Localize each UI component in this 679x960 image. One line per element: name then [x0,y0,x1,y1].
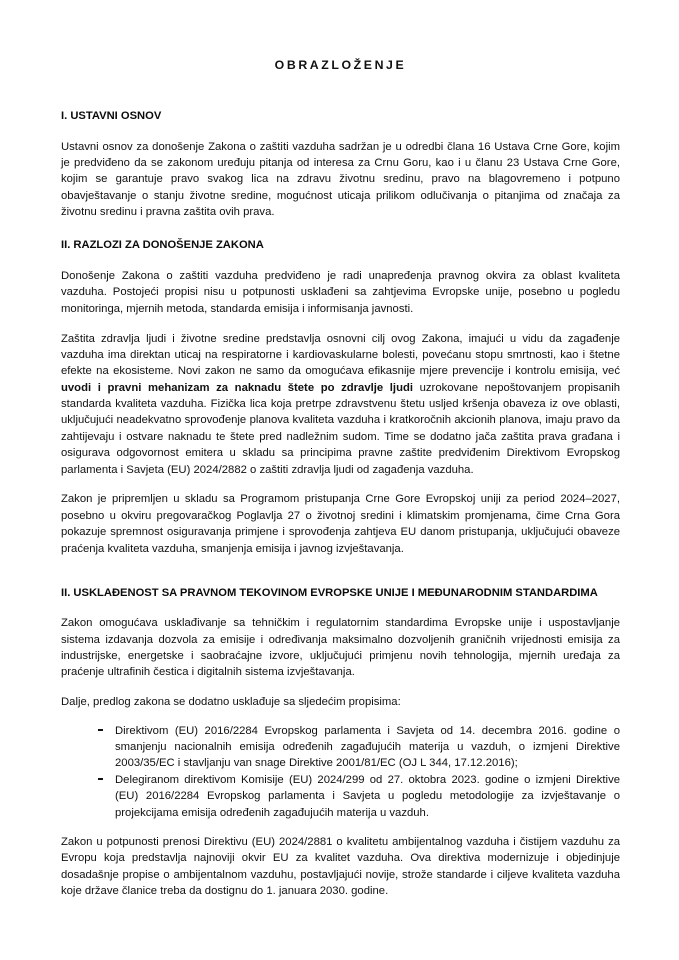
section-heading-ustavni-osnov: I. USTAVNI OSNOV [61,109,162,122]
list-item [98,772,620,821]
dash-bullet-icon [98,729,103,731]
text-run-after-bold: uzrokovane nepoštovanjem propisanih standarda kvaliteta vazduha. Fizička lica koja pretrpe zdravstvenu štetu usljed kršenja obaveza iz ove oblasti, uključujući neadekvatno sprovođenje planova kvaliteta vazduha i kratkoročnih akcionih planova, imaju pravo da zahtijevaju i ostvare naknadu te štete pred nadležnim sudom. Time se dodatno jača zaštita prava građana i osigurava odgovornost emitera u skladu sa principima pravne zaštite predviđenim Direktivom Evropskog parlamenta i Savjeta (EU) 2024/2882 o zaštiti zdravlja ljudi od zagađenja vazduha. [61,381,620,476]
list-item [98,723,620,772]
paragraph-zastita-zdravlja [61,331,620,478]
dash-bullet-icon [98,778,103,780]
text-run-before-bold: Zaštita zdravlja ljudi i životne sredine predstavlja osnovni cilj ovog Zakona, imajući u vidu da zagađenje vazduha ima direktan uticaj na respiratorne i kardiovaskularne bolesti, povećanu stopu smrtnosti, kao i štetne efekte na ekosisteme. Novi zakon ne samo da omogućava efikasnije mjere prevencije i kontrolu emisija, već [61,332,620,378]
list-item-text: Delegiranom direktivom Komisije (EU) 2024/299 od 27. oktobra 2023. godine o izmjeni Direktive (EU) 2016/2284 Evropskog parlamenta i Savjeta u pogledu metodologije za izvještavanje o projekcijama emisija određenih zagađujućih materija u vazduh. [115,773,620,819]
paragraph-uskladjivanje-standardi: Zakon omogućava usklađivanje sa tehničkim i regulatornim standardima Evropske unije i uspostavljanje sistema izdavanja dozvola za emisije i određivanja maksimalno dozvoljenih graničnih vrijednosti emisija za industrijske, energetske i saobraćajne izvore, uključujući primjenu novih tehnologija, mjernih uređaja za praćenje ultrafinih čestica i digitalnih sistema izvještavanja. [61,617,620,679]
paragraph-direktiva-2024-2881: Zakon u potpunosti prenosi Direktivu (EU) 2024/2881 o kvalitetu ambijentalnog vazduha i čistijem vazduhu za Evropu koja predstavlja najnoviji okvir EU za kvalitet vazduha. Ova direktiva modernizuje i objedinjuje dosadašnje propise o ambijentalnom vazduhu, postavljajući novije, strože standarde i ciljeve kvaliteta vazduha koje države članice treba da dostignu do 1. januara 2030. godine. [61,835,620,898]
paragraph-program-pristupanja: Zakon je pripremljen u skladu sa Programom pristupanja Crne Gore Evropskoj uniji za period 2024–2027, posebno u okviru pregovaračkog Poglavlja 27 o životnoj sredini i klimatskim promjenama, čime Crna Gora pokazuje spremnost osiguravanja primjene i sprovođenja zahtjeva EU danom pristupanja, uključujući obaveze praćenja kvaliteta vazduha, smanjenja emisija i javnog izvještavanja. [61,493,620,555]
paragraph-razlozi-intro: Donošenje Zakona o zaštiti vazduha predviđeno je radi unapređenja pravnog okvira za oblast kvaliteta vazduha. Postojeći propisi nisu u potpunosti usklađeni sa zahtjevima Evropske unije, posebno u pogledu monitoringa, mjernih metoda, standarda emisija i informisanja javnosti. [61,269,620,315]
section-spacer [61,570,620,586]
paragraph-list-intro: Dalje, predlog zakona se dodatno usklađuje sa sljedećim propisima: [61,696,401,709]
text-run-bold-emphasis: uvodi i pravni mehanizam za naknadu štete po zdravlje ljudi [61,381,414,394]
paragraph-ustavni-osnov: Ustavni osnov za donošenje Zakona o zaštiti vazduha sadržan je u odredbi člana 16 Ustava Crne Gore, kojim je predviđeno da se zakonom uređuju pitanja od interesa za Crnu Goru, kao i u članu 23 Ustava Crne Gore, kojim se garantuje pravo svakog lica na zdravu životnu sredinu, pravo na blagovremeno i potpuno obavještavanje o stanju životne sredine, mogućnost uticaja prilikom odlučivanja o pitanjima od značaja za životnu sredinu i pravna zaštita ovih prava. [61,140,620,219]
list-item-text: Direktivom (EU) 2016/2284 Evropskog parlamenta i Savjeta od 14. decembra 2016. godine o smanjenju nacionalnih emisija određenih zagađujućih materija u vazduh, o izmjeni Direktive 2003/35/EC i stavljanju van snage Direktive 2001/81/EC (OJ L 344, 17.12.2016); [115,724,620,770]
page-title: OBRAZLOŽENJE [274,58,407,72]
section-heading-uskladjenost: II. USKLAĐENOST SA PRAVNOM TEKOVINOM EVROPSKE UNIJE I MEĐUNARODNIM STANDARDIMA [61,587,598,600]
section-heading-razlozi-za-donosenje: II. RAZLOZI ZA DONOŠENJE ZAKONA [61,239,264,252]
propisi-list [61,723,620,821]
